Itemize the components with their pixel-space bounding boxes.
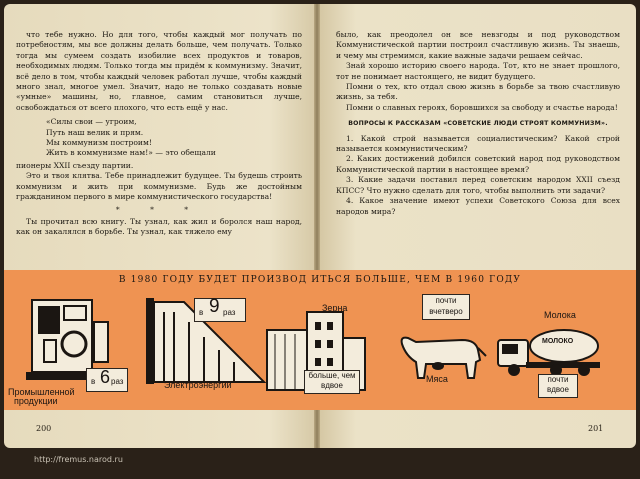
- electricity-prefix: в: [199, 308, 204, 317]
- grain-line1: больше, чем: [308, 371, 356, 380]
- milk-title: Молока: [544, 310, 576, 320]
- right-paragraph-3: Помни о тех, кто отдал свою жизнь в борьбе за твою счастливую жизнь, за тебя.: [336, 82, 620, 102]
- milk-truck-icon: [494, 322, 604, 376]
- right-paragraph-2: Знай хорошо историю своего народа. Тот, кто не знает прошлого, тот не понимает настоящего, не видит будущего.: [336, 61, 620, 81]
- watermark-url: http://fremus.narod.ru: [34, 455, 123, 464]
- poem-line: «Силы свои — угроим,: [46, 117, 137, 127]
- banner-title: В 1980 ГОДУ БУДЕТ ПРОИЗВОД ИТЬСЯ БОЛЬШЕ, ЧЕМ В 1960 ГОДУ: [118, 275, 522, 285]
- after-poem-line: пионеры XXII съезду партии.: [16, 160, 134, 170]
- left-page-number: 200: [36, 424, 52, 433]
- poem: [46, 117, 302, 159]
- infographic-banner: [4, 270, 636, 410]
- industry-value-box: [86, 368, 128, 392]
- grain-value-box: [304, 370, 360, 394]
- industry-caption-line2: продукции: [14, 396, 58, 406]
- question-item: 1. Какой строй называется социалистическим? Какой строй называется коммунистическим?: [336, 133, 620, 154]
- electricity-multiplier: 9: [209, 296, 220, 317]
- meat-value-box: [422, 294, 470, 320]
- left-paragraph-3: Ты прочитал всю книгу. Ты узнал, как жил и боролся наш народ, как он закалялся в борьбе. Ты узнал, как тяжело ему: [16, 216, 302, 237]
- left-page-text: [16, 30, 302, 238]
- industry-caption-line1: Промышленной: [8, 387, 75, 397]
- milk-line1: почти: [547, 375, 569, 384]
- questions-heading: ВОПРОСЫ К РАССКАЗАМ «СОВЕТСКИЕ ЛЮДИ СТРОЯТ КОММУНИЗМ».: [348, 120, 608, 128]
- electricity-unit: раз: [223, 308, 236, 317]
- section-stars: * * *: [115, 204, 203, 214]
- right-page-text: [336, 30, 620, 217]
- milk-value-box: [538, 374, 578, 398]
- meat-line1: почти: [435, 296, 457, 305]
- milk-truck-label: МОЛОКО: [542, 338, 574, 345]
- grain-title: Зерна: [322, 303, 348, 313]
- poem-line: Мы коммунизм построим!: [46, 138, 152, 148]
- right-page-number: 201: [588, 424, 604, 433]
- right-paragraph-4: Помни о славных героях, боровшихся за свободу и счастье народа!: [346, 102, 618, 112]
- right-paragraph-1: было, как преодолел он все невзгоды и под руководством Коммунистической партии построил счастливую жизнь. Ты знаешь, и чему мы стремимся, какие важные задачи решаем сейчас.: [336, 30, 620, 60]
- poem-line: Жить в коммунизме нам!» — это обещали: [46, 148, 216, 158]
- left-paragraph-1: что тебе нужно. Но для того, чтобы каждый мог получать по потребностям, мы все должны делать больше, чем получать. Только тогда мы сумеем создать изобилие всех продуктов и товаров, необходимых людям. Только тогда мы придём к коммунизму. Значит, всё дело в том, чтобы каждый человек работал лучше, чтобы каждый много знал, многое умел. Значит, надо не только создавать новые «умные» машины, но, главное, самим становиться лучше, освобождаться от всего плохого, что есть ещё у нас.: [16, 30, 302, 112]
- question-item: 3. Какие задачи поставил перед советским народом XXII съезд КПСС? Что нужно сделать для того, чтобы выполнить эти задачи?: [336, 175, 620, 195]
- grain-line2: вдвое: [321, 381, 343, 390]
- question-item: 2. Каких достижений добился советский народ под руководством Коммунистической партии в настоящее время?: [336, 154, 620, 174]
- industry-multiplier: 6: [100, 367, 111, 387]
- meat-line2: вчетверо: [429, 307, 463, 316]
- industry-caption: [8, 388, 75, 406]
- electricity-caption: Электроэнергии: [164, 380, 232, 390]
- question-item: 4. Какое значение имеют успехи Советского Союза для всех народов мира?: [336, 196, 620, 216]
- left-paragraph-2: Это и твоя клятва. Тебе принадлежит будущее. Ты будешь строить коммунизм и жить при коммунизме. Будь же достойным гражданином первого в мире коммунистического государства!: [16, 171, 302, 202]
- meat-caption: Мяса: [426, 374, 448, 384]
- industry-prefix: в: [91, 377, 96, 386]
- poem-line: Путь наш велик и прям.: [46, 127, 144, 137]
- milk-line2: вдвое: [547, 385, 569, 394]
- industry-unit: раз: [111, 377, 124, 386]
- electricity-value-box: [194, 298, 246, 322]
